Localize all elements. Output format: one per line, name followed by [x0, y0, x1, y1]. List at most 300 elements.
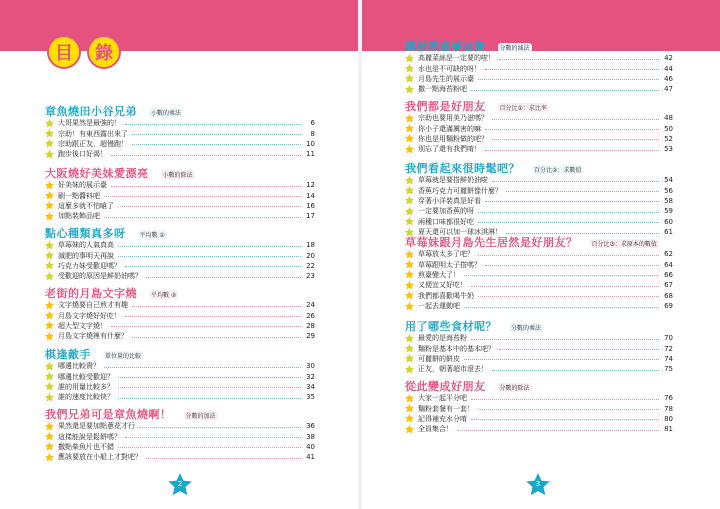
entry-page: 69	[664, 302, 673, 311]
section-title[interactable]: 鐵板煎臺爭冠賽	[405, 40, 486, 53]
entry-title: 文字燒要自己煎才有趣	[58, 301, 128, 310]
dotted-leader	[111, 326, 301, 327]
dotted-leader	[485, 69, 659, 70]
entry-page: 38	[306, 432, 315, 441]
entry-page: 76	[664, 394, 673, 403]
toc-entry[interactable]	[45, 421, 315, 431]
entry-page: 72	[664, 344, 673, 353]
title-char-1: 目	[47, 35, 81, 69]
star-icon	[45, 332, 54, 341]
toc-entry[interactable]	[405, 185, 673, 195]
section-header	[405, 98, 673, 112]
toc-entry[interactable]	[45, 361, 315, 371]
page-number: 3	[535, 480, 541, 488]
dotted-leader	[506, 191, 659, 192]
entry-title: 全員集合！	[418, 425, 453, 434]
entry-title: 撒一點海苔粉吧	[418, 85, 467, 94]
entry-page: 64	[664, 260, 673, 269]
star-icon	[405, 145, 414, 154]
toc-entry[interactable]	[405, 74, 673, 84]
star-icon	[405, 344, 414, 353]
section-header	[45, 285, 315, 299]
toc-entry[interactable]	[405, 414, 673, 424]
entry-title: 麵粉是基本中的基本吧？	[418, 344, 495, 353]
toc-entry[interactable]	[405, 113, 673, 123]
toc-entry[interactable]	[405, 354, 673, 364]
section-header	[405, 318, 673, 332]
entry-title: 草莓跟明太子搭嗎？	[418, 260, 481, 269]
entry-page: 22	[306, 261, 315, 270]
star-icon	[45, 129, 54, 138]
entry-page: 59	[664, 207, 673, 216]
section-header	[45, 406, 315, 420]
dotted-leader	[478, 409, 659, 410]
section-subtitle: 百分比②：求數值	[534, 167, 582, 174]
dotted-leader	[478, 296, 659, 297]
star-icon	[45, 301, 54, 310]
toc-entry[interactable]	[405, 333, 673, 343]
dotted-leader	[125, 266, 301, 267]
dotted-leader	[485, 129, 659, 130]
star-icon	[405, 176, 414, 185]
entry-page: 10	[306, 139, 315, 148]
star-icon	[45, 272, 54, 281]
toc-entry[interactable]	[45, 321, 315, 331]
toc-entry[interactable]	[45, 201, 315, 211]
entry-page: 78	[664, 404, 673, 413]
section-title[interactable]: 從此變成好朋友	[405, 380, 486, 393]
star-icon	[405, 260, 414, 269]
toc-entry[interactable]	[45, 431, 315, 441]
toc-entry[interactable]	[45, 250, 315, 260]
section-title[interactable]: 草莓妹跟月島先生居然是好朋友？	[405, 236, 578, 249]
entry-page: 35	[306, 393, 315, 402]
toc-section	[405, 98, 673, 155]
entry-title: 高麗菜絲是一定要的啦！	[418, 54, 495, 63]
toc-entry[interactable]	[45, 149, 315, 159]
dotted-leader	[492, 139, 659, 140]
entry-page: 47	[664, 85, 673, 94]
star-icon	[45, 321, 54, 330]
entry-title: 這樣能說是鬆餅嗎？	[58, 432, 121, 441]
section-subtitle: 小數的乘法	[151, 110, 182, 117]
dotted-leader	[132, 134, 301, 135]
entry-page: 52	[664, 134, 673, 143]
entry-page: 54	[664, 176, 673, 185]
dotted-leader	[104, 367, 301, 368]
toc-entry[interactable]	[45, 240, 315, 250]
dotted-leader	[464, 359, 659, 360]
toc-entry[interactable]	[405, 424, 673, 434]
page-number-star-left	[167, 472, 193, 498]
dotted-leader	[118, 387, 301, 388]
star-icon	[405, 281, 414, 290]
toc-section	[45, 165, 315, 222]
section-subtitle: 分數的加法	[185, 413, 216, 420]
toc-entry[interactable]	[405, 403, 673, 413]
toc-section	[405, 378, 673, 435]
star-icon	[45, 422, 54, 431]
dotted-leader	[478, 222, 659, 223]
section-title[interactable]: 我們兄弟可是章魚燒啊！	[45, 408, 172, 421]
entry-page: 41	[306, 453, 315, 462]
section-header	[405, 234, 673, 248]
entry-page: 20	[306, 251, 315, 260]
entry-page: 30	[306, 362, 315, 371]
star-icon	[45, 150, 54, 159]
section-subtitle: 百分比①：求比率	[499, 105, 547, 112]
toc-entry[interactable]	[45, 310, 315, 320]
toc-section	[45, 103, 315, 160]
section-title[interactable]: 棋逢敵手	[45, 348, 91, 361]
star-icon	[45, 119, 54, 128]
star-icon	[45, 372, 54, 381]
dotted-leader	[118, 256, 301, 257]
toc-section	[45, 406, 315, 463]
entry-title: 草莓妹的人氣真高	[58, 241, 114, 250]
entry-page: 81	[664, 425, 673, 434]
entry-page: 29	[306, 332, 315, 341]
dotted-leader	[118, 246, 301, 247]
page-gutter	[358, 0, 362, 509]
entry-page: 58	[664, 196, 673, 205]
star-icon	[405, 217, 414, 226]
star-icon	[405, 291, 414, 300]
entry-page: 80	[664, 414, 673, 423]
toc-entry[interactable]	[405, 291, 673, 301]
dotted-leader	[478, 79, 659, 80]
page-number-star-right	[525, 472, 551, 498]
entry-title: 又便宜又好吃！	[418, 281, 467, 290]
toc-entry[interactable]	[45, 452, 315, 462]
star-icon	[405, 302, 414, 311]
dotted-leader	[146, 458, 301, 459]
dotted-leader	[118, 398, 301, 399]
star-icon	[405, 270, 414, 279]
toc-entry[interactable]	[405, 84, 673, 94]
star-icon	[45, 311, 54, 320]
toc-entry[interactable]	[405, 364, 673, 374]
entry-page: 66	[664, 270, 673, 279]
star-icon	[45, 201, 54, 210]
title-char-2: 錄	[87, 35, 121, 69]
star-icon	[405, 134, 414, 143]
star-icon	[45, 191, 54, 200]
entry-page: 23	[306, 272, 315, 281]
section-subtitle: 分數的乘法	[511, 325, 542, 332]
entry-title: 宗助跟正友，超慢跑！	[58, 139, 128, 148]
dotted-leader	[125, 437, 301, 438]
star-icon	[405, 414, 414, 423]
dotted-leader	[104, 217, 301, 218]
toc-entry[interactable]	[405, 144, 673, 154]
entry-title: 別忘了還有我們唷！	[418, 145, 481, 154]
page-number: 2	[177, 480, 183, 488]
star-icon	[405, 54, 414, 63]
entry-page: 17	[306, 212, 315, 221]
section-title[interactable]: 點心種類真多呀	[45, 227, 126, 240]
entry-page: 26	[306, 311, 315, 320]
entry-page: 8	[310, 129, 315, 138]
star-icon	[405, 196, 414, 205]
entry-title: 兩種口味都很好吃	[418, 217, 474, 226]
toc-entry[interactable]	[45, 392, 315, 402]
toc-section	[405, 234, 673, 311]
toc-entry[interactable]	[45, 139, 315, 149]
section-subtitle: 百分比③：求原本的數值	[591, 241, 657, 248]
dotted-leader	[485, 201, 659, 202]
star-icon	[405, 365, 414, 374]
entry-title: 我們都喜歡喝牛奶	[418, 291, 474, 300]
entry-title: 哪邊比較受歡迎？	[58, 372, 114, 381]
dotted-leader	[125, 316, 301, 317]
dotted-leader	[132, 337, 301, 338]
dotted-leader	[471, 419, 659, 420]
entry-page: 68	[664, 291, 673, 300]
toc-section	[45, 225, 315, 282]
entry-title: 最愛的是海苔粉	[418, 334, 467, 343]
entry-title: 你小子還滿厲害的嘛	[418, 124, 481, 133]
entry-page: 48	[664, 114, 673, 123]
entry-title: 一起去運動吧	[418, 302, 460, 311]
toc-entry[interactable]	[405, 393, 673, 403]
dotted-leader	[492, 370, 659, 371]
entry-title: 香蕉巧克力可麗餅像什麼？	[418, 186, 502, 195]
star-icon	[45, 241, 54, 250]
section-subtitle: 分數的減法	[499, 45, 530, 52]
entry-title: 可麗餅的餅皮	[418, 354, 460, 363]
toc-entry[interactable]	[45, 261, 315, 271]
toc-entry[interactable]	[45, 371, 315, 381]
dotted-leader	[471, 339, 659, 340]
entry-page: 6	[310, 119, 315, 128]
toc-entry[interactable]	[45, 118, 315, 128]
toc-entry[interactable]	[405, 270, 673, 280]
star-icon	[45, 251, 54, 260]
toc-entry[interactable]	[405, 206, 673, 216]
entry-title: 巧克力妹受歡迎嗎？	[58, 261, 121, 270]
entry-page: 28	[306, 321, 315, 330]
dotted-leader	[111, 186, 301, 187]
entry-page: 67	[664, 281, 673, 290]
toc-entry[interactable]	[45, 190, 315, 200]
entry-title: 一定要加香蕉的呀	[418, 207, 474, 216]
section-header	[405, 38, 673, 52]
section-subtitle: 平均數 ①	[139, 232, 165, 239]
toc-entry[interactable]	[405, 134, 673, 144]
star-icon	[45, 382, 54, 391]
section-title[interactable]: 用了哪些食材呢？	[405, 320, 497, 333]
entry-page: 12	[306, 181, 315, 190]
entry-title: 穿著小洋裝真是好看	[418, 196, 481, 205]
dotted-leader	[478, 212, 659, 213]
star-icon	[45, 453, 54, 462]
toc-section	[45, 346, 315, 403]
entry-title: 跑步後口好渴！	[58, 150, 107, 159]
toc-entry[interactable]	[45, 128, 315, 138]
entry-title: 水也是不可缺的呀！	[418, 64, 481, 73]
star-icon	[45, 442, 54, 451]
entry-title: 減肥的事明天再說	[58, 251, 114, 260]
dotted-leader	[111, 155, 301, 156]
toc-entry[interactable]	[45, 331, 315, 341]
section-header	[45, 103, 315, 117]
star-icon	[45, 212, 54, 221]
section-title[interactable]: 大阪燒好美妹愛漂亮	[45, 167, 149, 180]
section-header	[405, 160, 673, 174]
toc-section	[405, 38, 673, 95]
dotted-leader	[118, 447, 301, 448]
section-subtitle: 小數的除法	[162, 172, 193, 179]
entry-page: 18	[306, 241, 315, 250]
toc-entry[interactable]	[45, 442, 315, 452]
dotted-leader	[146, 277, 301, 278]
entry-title: 誰的用量比較多？	[58, 382, 114, 391]
entry-page: 42	[664, 54, 673, 63]
toc-entry[interactable]	[405, 175, 673, 185]
entry-title: 加點裝飾品吧	[58, 212, 100, 221]
star-icon	[45, 393, 54, 402]
section-title[interactable]: 我們都是好朋友	[405, 100, 486, 113]
toc-section	[405, 318, 673, 375]
entry-title: 好美妹的展示臺	[58, 181, 107, 190]
star-icon	[45, 362, 54, 371]
entry-title: 月島文字燒裡有什麼？	[58, 332, 128, 341]
dotted-leader	[471, 90, 659, 91]
entry-title: 大家一起平分吧	[418, 394, 467, 403]
entry-title: 刷一點醬料吧	[58, 191, 100, 200]
toc-section	[405, 160, 673, 237]
star-icon	[405, 404, 414, 413]
entry-page: 11	[306, 150, 315, 159]
entry-title: 正友，朝著超市滾去！	[418, 365, 488, 374]
dotted-leader	[485, 265, 659, 266]
entry-title: 果然還是要加點蔥花才行	[58, 422, 135, 431]
star-icon	[405, 114, 414, 123]
section-subtitle: 單位量的比較	[105, 353, 142, 360]
dotted-leader	[471, 286, 659, 287]
toc-entry[interactable]	[405, 280, 673, 290]
dotted-leader	[471, 399, 659, 400]
star-icon	[405, 74, 414, 83]
section-subtitle: 分數的除法	[499, 385, 530, 392]
entry-page: 16	[306, 201, 315, 210]
dotted-leader	[464, 275, 659, 276]
dotted-leader	[492, 119, 659, 120]
entry-page: 46	[664, 74, 673, 83]
entry-title: 這麼多就不怕嗆了	[58, 201, 114, 210]
star-icon	[405, 85, 414, 94]
entry-page: 44	[664, 64, 673, 73]
star-icon	[45, 181, 54, 190]
entry-page: 75	[664, 365, 673, 374]
dotted-leader	[125, 124, 301, 125]
entry-title: 受歡迎的原因是鮮奶油嗎？	[58, 272, 142, 281]
star-icon	[405, 425, 414, 434]
star-icon	[405, 124, 414, 133]
entry-title: 草莓放太多了吧？	[418, 250, 474, 259]
dotted-leader	[499, 59, 659, 60]
entry-title: 哪邊比較貴？	[58, 362, 100, 371]
section-title[interactable]: 我們看起來很時髦吧？	[405, 162, 520, 175]
entry-title: 應該要放在小船上才對吧？	[58, 453, 142, 462]
dotted-leader	[485, 150, 659, 151]
dotted-leader	[104, 196, 301, 197]
toc-entry[interactable]	[405, 301, 673, 311]
entry-page: 34	[306, 382, 315, 391]
entry-page: 36	[306, 422, 315, 431]
entry-page: 61	[664, 228, 673, 237]
entry-title: 夏天還可以加一球冰淇淋！	[418, 228, 502, 237]
dotted-leader	[499, 349, 659, 350]
entry-title: 大哥果然是最強的！	[58, 119, 121, 128]
toc-entry[interactable]	[405, 196, 673, 206]
entry-page: 14	[306, 191, 315, 200]
star-icon	[45, 139, 54, 148]
star-icon	[45, 432, 54, 441]
dotted-leader	[118, 206, 301, 207]
section-title[interactable]: 老街的月島文字燒	[45, 287, 137, 300]
dotted-leader	[478, 255, 659, 256]
toc-entry[interactable]	[45, 211, 315, 221]
section-title[interactable]: 章魚燒田小谷兄弟	[45, 105, 137, 118]
toc-entry[interactable]	[405, 217, 673, 227]
dotted-leader	[139, 427, 301, 428]
entry-title: 誰的速度比較快？	[58, 393, 114, 402]
entry-title: 月島文字燒好好吃！	[58, 311, 121, 320]
entry-title: 撒點柴魚片也不錯	[58, 442, 114, 451]
toc-entry[interactable]	[405, 63, 673, 73]
section-header	[45, 346, 315, 360]
entry-page: 24	[306, 301, 315, 310]
toc-section	[45, 285, 315, 342]
entry-page: 40	[306, 442, 315, 451]
toc-entry[interactable]	[45, 382, 315, 392]
entry-page: 70	[664, 334, 673, 343]
star-icon	[405, 207, 414, 216]
toc-entry[interactable]	[405, 53, 673, 63]
entry-title: 月島先生的展示臺	[418, 74, 474, 83]
entry-title: 你也是用麵粉做的吧？	[418, 134, 488, 143]
toc-entry[interactable]	[45, 180, 315, 190]
entry-page: 50	[664, 124, 673, 133]
dotted-leader	[464, 307, 659, 308]
entry-page: 74	[664, 354, 673, 363]
toc-entry[interactable]	[405, 123, 673, 133]
toc-entry[interactable]	[45, 271, 315, 281]
star-icon	[405, 250, 414, 259]
dotted-leader	[492, 181, 659, 182]
section-header	[405, 378, 673, 392]
toc-entry[interactable]	[405, 259, 673, 269]
dotted-leader	[457, 430, 659, 431]
dotted-leader	[132, 306, 301, 307]
toc-entry[interactable]	[45, 300, 315, 310]
entry-page: 62	[664, 250, 673, 259]
entry-page: 56	[664, 186, 673, 195]
entry-page: 60	[664, 217, 673, 226]
entry-page: 53	[664, 145, 673, 154]
entry-title: 草莓就是要搭鮮奶油啦	[418, 176, 488, 185]
entry-title: 超大型文字燒！	[58, 321, 107, 330]
entry-title: 煎臺變大了！	[418, 270, 460, 279]
toc-entry[interactable]	[405, 343, 673, 353]
section-subtitle: 平均數 ②	[151, 292, 177, 299]
entry-title: 宗助！有東西露出來了	[58, 129, 128, 138]
star-icon	[405, 64, 414, 73]
star-icon	[405, 354, 414, 363]
toc-entry[interactable]	[405, 249, 673, 259]
